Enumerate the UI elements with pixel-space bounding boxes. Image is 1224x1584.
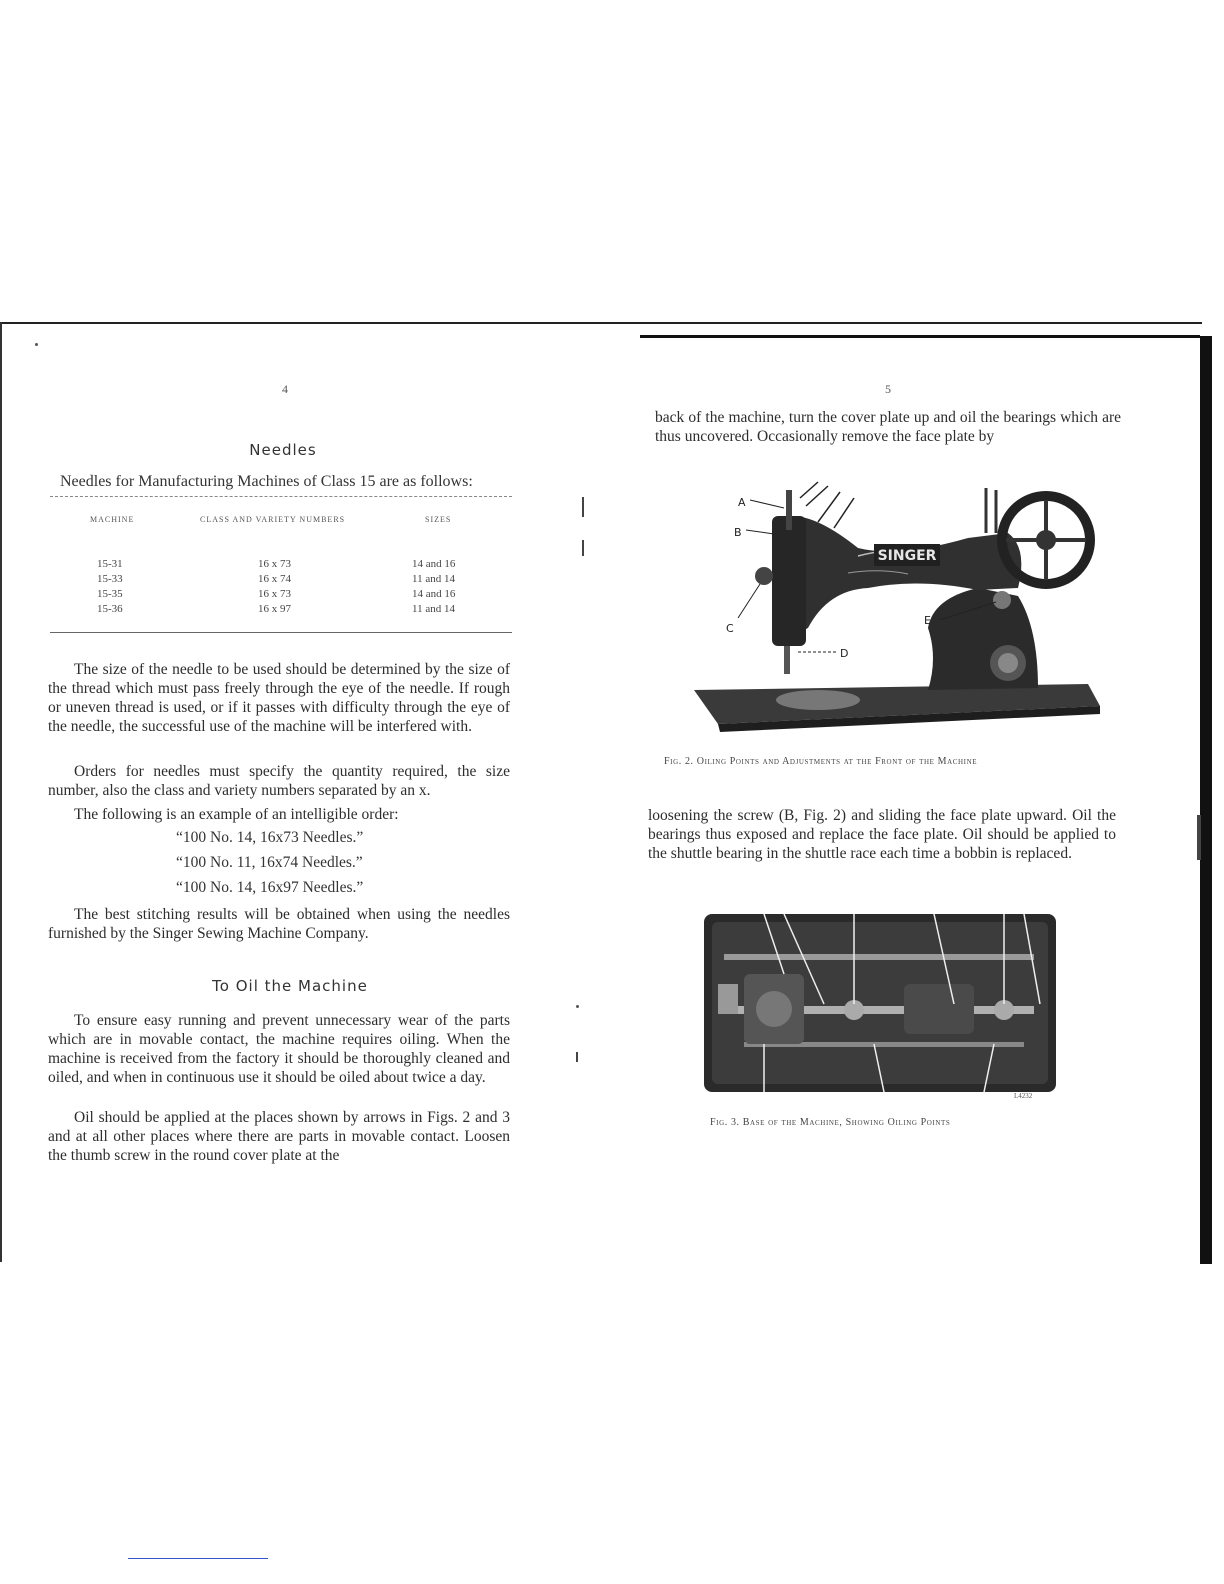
fig2-label-c: C xyxy=(726,622,734,635)
order-example: “100 No. 11, 16x74 Needles.” xyxy=(176,854,363,871)
scan-top-edge-thick xyxy=(640,335,1200,338)
cell-sizes: 11 and 14 xyxy=(412,573,455,585)
gutter-mark xyxy=(582,540,584,556)
table-header-sizes: SIZES xyxy=(425,515,452,524)
cell-class: 16 x 97 xyxy=(258,603,291,615)
paragraph-orders: Orders for needles must specify the quantity required, the size number, also the class and variety numbers separated by an x. xyxy=(48,763,510,799)
paragraph-needle-size: The size of the needle to be used should be determined by the size of the thread which must pass freely through the eye of the needle. If rough or uneven thread is used, or if it passes with difficulty through the eye of the needle, the successful use of the machine will be interfered with. xyxy=(48,661,510,735)
cell-sizes: 14 and 16 xyxy=(412,588,456,600)
page-number-right: 5 xyxy=(885,382,891,396)
cell-class: 16 x 74 xyxy=(258,573,291,585)
needles-intro: Needles for Manufacturing Machines of Class 15 are as follows: xyxy=(60,473,473,490)
fig2-caption: Fig. 2. Oiling Points and Adjustments at the Front of the Machine xyxy=(664,756,978,767)
fig2-label-d: D xyxy=(840,647,849,660)
gutter-mark xyxy=(582,497,584,517)
scan-left-edge xyxy=(0,322,2,1262)
cell-class: 16 x 73 xyxy=(258,558,291,570)
cell-sizes: 14 and 16 xyxy=(412,558,456,570)
fig2-brand-decal: SINGER xyxy=(877,548,937,564)
fig2-label-e: E xyxy=(924,614,931,627)
page-number-left: 4 xyxy=(282,382,288,396)
fig3-machine-base-illustration xyxy=(704,914,1056,1094)
paragraph-apply-oil: Oil should be applied at the places shown by arrows in Figs. 2 and 3 and at all other places where there are parts in movable contact. Loosen the thumb screw in the round cover plate at the xyxy=(48,1109,510,1164)
paragraph-best-results: The best stitching results will be obtained when using the needles furnished by the Singer Sewing Machine Company. xyxy=(48,906,510,942)
fig2-label-a: A xyxy=(738,496,746,509)
scan-right-edge xyxy=(1200,336,1212,1264)
oil-heading: To Oil the Machine xyxy=(212,977,368,995)
cell-machine: 15-35 xyxy=(97,588,123,600)
fig2-label-b: B xyxy=(734,526,742,539)
gutter-mark xyxy=(576,1052,578,1062)
scan-top-edge xyxy=(0,322,1202,324)
scan-speck xyxy=(576,1005,579,1008)
table-header-machine: MACHINE xyxy=(90,515,135,524)
fig2-sewing-machine-illustration xyxy=(688,478,1106,740)
gutter-mark xyxy=(1197,815,1201,860)
cell-machine: 15-36 xyxy=(97,603,123,615)
scan-speck xyxy=(35,343,38,346)
table-bottom-rule xyxy=(50,632,512,633)
paragraph-loosening: loosening the screw (B, Fig. 2) and sliding the face plate upward. Oil the bearings thus exposed and replace the face plate. Oil should be applied to the shuttle bearing in the shuttle race each time a bobbin is replaced. xyxy=(648,807,1116,862)
paragraph-back-of-machine: back of the machine, turn the cover plate up and oil the bearings which are thus uncovered. Occasionally remove the face plate by xyxy=(655,409,1121,445)
fig3-caption: Fig. 3. Base of the Machine, Showing Oiling Points xyxy=(710,1117,951,1128)
needles-heading: Needles xyxy=(249,441,317,459)
cell-machine: 15-33 xyxy=(97,573,123,585)
paragraph-ensure: To ensure easy running and prevent unnecessary wear of the parts which are in movable contact, the machine requires oiling. When the machine is received from the factory it should be thoroughly cleaned and oiled, and when in continuous use it should be oiled about twice a day. xyxy=(48,1012,510,1086)
bottom-line xyxy=(128,1558,268,1559)
paragraph-example: The following is an example of an intelligible order: xyxy=(74,806,399,823)
cell-machine: 15-31 xyxy=(97,558,123,570)
fig3-plate-number: L4232 xyxy=(1014,1092,1033,1100)
table-top-rule xyxy=(50,496,512,497)
table-header-class: CLASS AND VARIETY NUMBERS xyxy=(200,515,346,524)
order-example: “100 No. 14, 16x97 Needles.” xyxy=(176,879,364,896)
cell-class: 16 x 73 xyxy=(258,588,291,600)
cell-sizes: 11 and 14 xyxy=(412,603,455,615)
order-example: “100 No. 14, 16x73 Needles.” xyxy=(176,829,364,846)
